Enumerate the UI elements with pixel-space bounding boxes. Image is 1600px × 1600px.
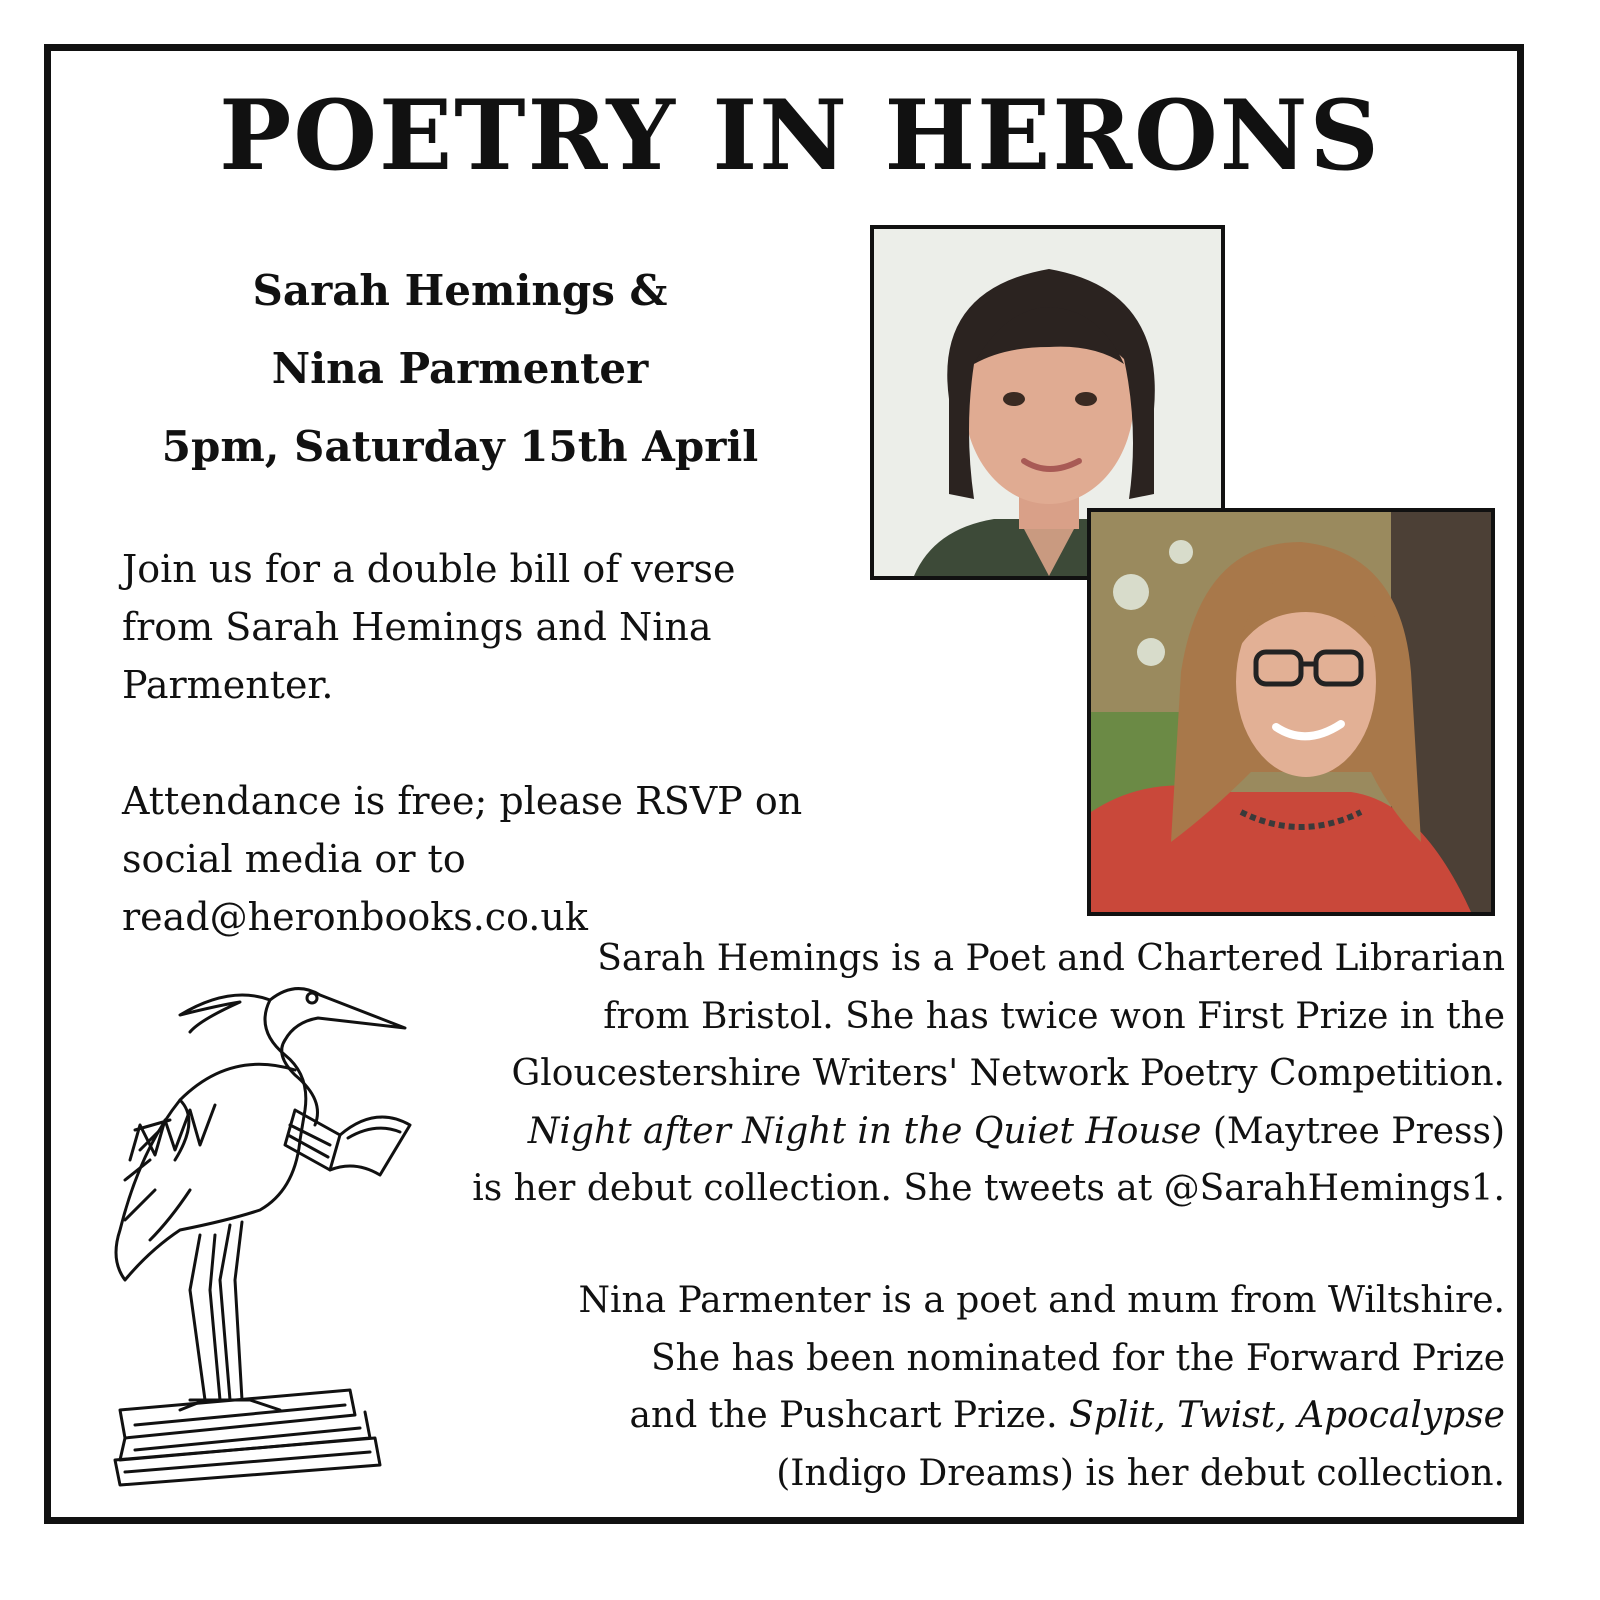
nina-parmenter-photo (1087, 508, 1495, 916)
bio-line (578, 1387, 1505, 1445)
publisher: (Maytree Press) (1201, 1110, 1505, 1152)
intro-text (122, 540, 882, 946)
rsvp-line: Attendance is free; please RSVP on (122, 779, 803, 823)
event-details (100, 252, 820, 486)
event-poets-line1: Sarah Hemings & (252, 266, 668, 315)
book-title: Split, Twist, Apocalypse (1069, 1395, 1505, 1436)
bio-nina-parmenter (578, 1272, 1505, 1502)
bio-sarah-hemings (472, 930, 1505, 1218)
portrait-2-illustration (1091, 512, 1491, 912)
book-title: Night after Night in the Quiet House (527, 1110, 1202, 1152)
intro-paragraph (122, 540, 882, 714)
bio-text: and the Pushcart Prize. (629, 1395, 1069, 1436)
bio-line: Sarah Hemings is a Poet and Chartered Librarian (597, 938, 1505, 979)
bio-line: Nina Parmenter is a poet and mum from Wiltshire. (578, 1280, 1505, 1321)
bio-line (472, 1103, 1505, 1161)
intro-line: Join us for a double bill of verse (122, 547, 736, 591)
intro-line: from Sarah Hemings and Nina (122, 605, 712, 649)
bio-line: She has been nominated for the Forward Prize (651, 1337, 1505, 1379)
bio-line: is her debut collection. She tweets at @SarahHemings1. (472, 1168, 1505, 1209)
rsvp-paragraph (122, 772, 882, 946)
bio-line: Gloucestershire Writers' Network Poetry Competition. (511, 1053, 1505, 1094)
rsvp-email-line: social media or to read@heronbooks.co.uk (122, 837, 588, 939)
heron-icon (80, 960, 440, 1490)
poster-title: POETRY IN HERONS (219, 79, 1381, 192)
event-poets-line2: Nina Parmenter (271, 344, 649, 393)
intro-line: Parmenter. (122, 663, 334, 707)
bio-line: (Indigo Dreams) is her debut collection. (776, 1452, 1505, 1494)
event-datetime: 5pm, Saturday 15th April (161, 422, 759, 471)
bio-line: from Bristol. She has twice won First Prize in the (603, 995, 1505, 1037)
